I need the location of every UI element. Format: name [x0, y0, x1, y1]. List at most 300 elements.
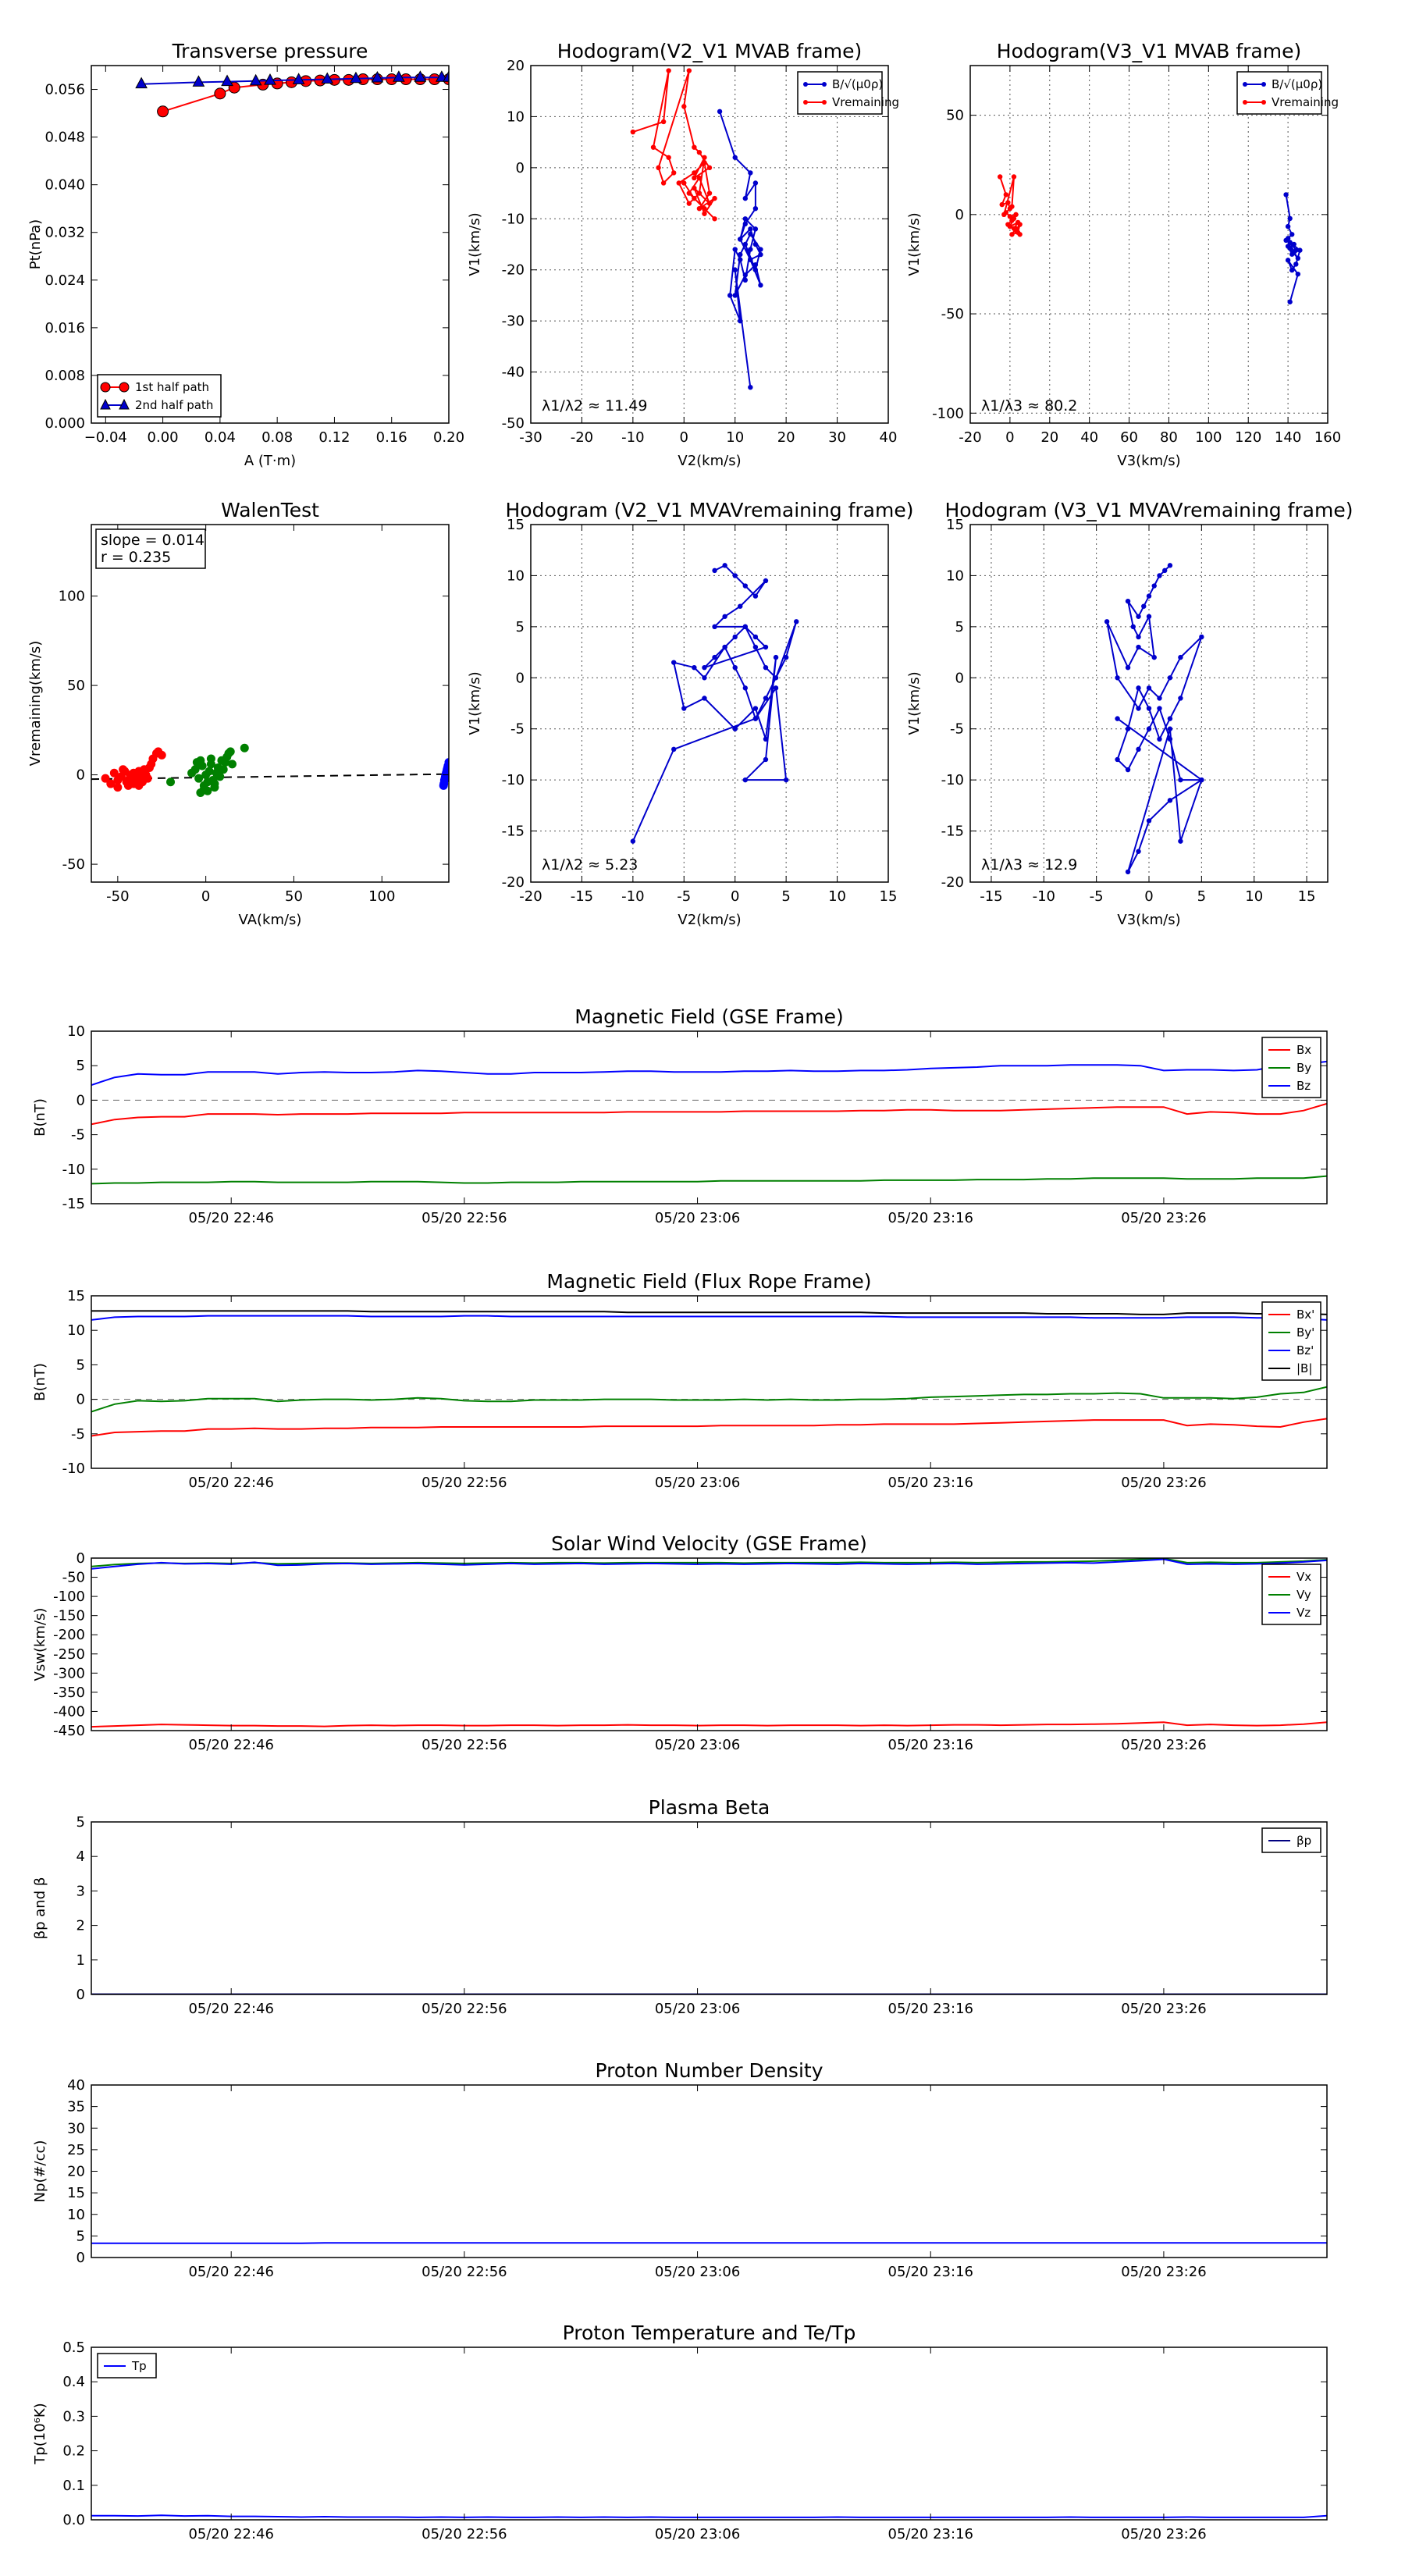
data-point [1157, 696, 1161, 700]
x-tick-label: 0 [730, 888, 740, 905]
x-tick-label: -10 [621, 429, 645, 446]
data-point [1147, 593, 1151, 598]
data-point [681, 706, 686, 710]
data-point [712, 624, 717, 629]
x-tick-label: 10 [828, 888, 847, 905]
data-point [748, 226, 752, 231]
legend-label: By' [1297, 1325, 1315, 1340]
data-point [712, 655, 717, 660]
y-tick-label: 0.056 [44, 81, 85, 98]
data-point [1012, 216, 1016, 221]
data-point [671, 747, 676, 752]
y-tick-label: 0 [76, 1987, 85, 2003]
legend [98, 2354, 156, 2378]
y-tick-label: -20 [941, 874, 964, 891]
y-tick-label: 50 [67, 678, 85, 695]
data-point [763, 665, 768, 670]
y-tick-label: 0.2 [62, 2443, 85, 2460]
data-point [1012, 174, 1016, 179]
x-tick-label: 05/20 22:46 [188, 1737, 274, 1753]
x-tick-label: 05/20 23:16 [887, 2526, 973, 2542]
y-tick-label: -10 [941, 772, 964, 789]
data-point [1009, 204, 1014, 208]
data-point [1115, 716, 1119, 720]
chart-h1 [467, 40, 899, 469]
y-axis-label: V1(km/s) [467, 212, 483, 276]
y-tick-label: 0.5 [62, 2339, 85, 2356]
x-tick-label: 05/20 23:06 [654, 2264, 741, 2280]
data-point [1147, 727, 1151, 731]
y-tick-label: 0 [76, 767, 85, 784]
data-point [1293, 262, 1298, 266]
data-point [753, 180, 758, 185]
y-axis-label: B(nT) [32, 1098, 48, 1137]
data-point [738, 257, 742, 262]
legend-marker [101, 382, 110, 392]
y-tick-label: 5 [76, 2228, 85, 2245]
x-tick-label: 05/20 22:56 [422, 2526, 507, 2542]
legend-marker [1261, 100, 1266, 105]
data-point [733, 635, 738, 639]
x-tick-label: 05/20 23:06 [654, 1210, 741, 1226]
data-point [763, 645, 768, 649]
x-tick-label: 05/20 23:16 [887, 1475, 973, 1491]
y-axis-label: V1(km/s) [906, 212, 923, 276]
data-point [722, 614, 727, 619]
legend-marker [803, 100, 808, 105]
legend-marker [1243, 100, 1247, 105]
data-point [631, 838, 635, 843]
data-point [228, 760, 236, 768]
y-axis-label: B(nT) [32, 1363, 48, 1401]
data-point [794, 619, 799, 624]
data-point [758, 247, 763, 251]
plot-area [91, 1822, 1327, 1994]
legend-label: B/√(μ0ρ) [1272, 77, 1323, 91]
x-tick-label: 05/20 23:26 [1121, 1737, 1207, 1753]
legend-label: B/√(μ0ρ) [832, 77, 884, 91]
data-point [702, 206, 706, 211]
legend-label: Vy [1297, 1588, 1311, 1602]
y-tick-label: 0.3 [62, 2408, 85, 2425]
data-point [712, 196, 717, 201]
x-tick-label: 05/20 23:06 [654, 2526, 741, 2542]
chart-wt [27, 499, 453, 928]
data-point [1009, 232, 1014, 237]
y-tick-label: -10 [62, 1461, 85, 1477]
x-tick-label: 0.16 [375, 429, 407, 446]
chart-ts3 [32, 1532, 1327, 1753]
y-tick-label: 0 [76, 1550, 85, 1567]
data-point [763, 737, 768, 742]
x-tick-label: 5 [781, 888, 791, 905]
legend-marker [1243, 82, 1247, 87]
legend [1262, 1302, 1321, 1380]
data-point [763, 696, 768, 700]
y-tick-label: -15 [62, 1196, 85, 1212]
y-tick-label: -10 [501, 772, 525, 789]
y-tick-label: 1 [76, 1952, 85, 1969]
x-axis-label: VA(km/s) [238, 912, 302, 928]
y-tick-label: 40 [67, 2077, 85, 2094]
x-tick-label: 05/20 22:56 [422, 1475, 507, 1491]
data-point [753, 262, 758, 267]
data-point [687, 68, 692, 73]
y-tick-label: 10 [67, 2206, 85, 2223]
legend-label: βp [1297, 1834, 1312, 1848]
plot-area [91, 66, 449, 423]
data-point [135, 781, 143, 789]
chart-title: Magnetic Field (GSE Frame) [574, 1005, 844, 1028]
data-point [712, 568, 717, 573]
chart-title: Transverse pressure [172, 40, 368, 62]
data-point [738, 603, 742, 608]
x-tick-label: 5 [1197, 888, 1207, 905]
y-tick-label: -40 [501, 364, 525, 381]
x-tick-label: -20 [570, 429, 594, 446]
x-tick-label: 15 [879, 888, 898, 905]
chart-title: Proton Temperature and Te/Tp [562, 2322, 856, 2344]
data-point [774, 675, 778, 680]
data-point [692, 186, 696, 190]
y-tick-label: 0.1 [62, 2477, 85, 2494]
x-tick-label: 05/20 22:56 [422, 2001, 507, 2017]
data-point [1013, 226, 1018, 230]
y-tick-label: 5 [76, 1357, 85, 1374]
data-point [743, 685, 748, 690]
chart-ts6 [32, 2322, 1327, 2542]
data-point [216, 773, 224, 781]
data-point [753, 706, 758, 710]
x-tick-label: -5 [677, 888, 692, 905]
x-tick-label: 0 [1005, 429, 1015, 446]
data-point [722, 563, 727, 568]
data-point [1168, 563, 1172, 568]
legend [1262, 1037, 1321, 1098]
legend [1262, 1828, 1321, 1852]
x-tick-label: 05/20 23:16 [887, 1737, 973, 1753]
legend-label: Bz' [1297, 1343, 1314, 1357]
y-axis-label: Pt(nPa) [27, 219, 44, 270]
legend-label: Tp [132, 2359, 147, 2373]
data-point [656, 165, 660, 170]
x-tick-label: 05/20 23:16 [887, 2264, 973, 2280]
y-tick-label: -50 [62, 856, 85, 873]
data-point [702, 675, 706, 680]
y-tick-label: 0 [515, 159, 525, 176]
data-point [671, 660, 676, 664]
y-tick-label: 0.008 [44, 367, 85, 384]
data-point [707, 165, 712, 170]
data-point [687, 201, 692, 205]
chart-title: Hodogram(V3_V1 MVAB frame) [996, 40, 1302, 62]
data-point [1126, 870, 1130, 874]
y-tick-label: 0.0 [62, 2512, 85, 2528]
y-axis-label: V1(km/s) [467, 671, 483, 735]
data-point [215, 88, 226, 99]
y-tick-label: 0.040 [44, 176, 85, 194]
x-tick-label: 0.12 [318, 429, 350, 446]
data-point [727, 293, 732, 297]
data-point [743, 242, 748, 247]
x-tick-label: 05/20 22:56 [422, 1737, 507, 1753]
y-tick-label: 15 [67, 1288, 85, 1304]
y-tick-label: 5 [515, 618, 525, 635]
data-point [733, 727, 738, 731]
data-point [1296, 256, 1300, 261]
y-tick-label: -5 [510, 720, 525, 738]
legend-label: Vremaining [832, 95, 900, 109]
data-point [753, 242, 758, 247]
y-tick-label: 20 [507, 58, 525, 74]
y-tick-label: -200 [53, 1627, 85, 1644]
x-tick-label: -20 [519, 888, 542, 905]
y-tick-label: 15 [507, 517, 525, 533]
data-point [687, 190, 692, 195]
legend-label: Vx [1297, 1570, 1312, 1584]
x-tick-label: 50 [285, 888, 303, 905]
x-tick-label: 40 [1080, 429, 1099, 446]
annotation-text: λ1/λ3 ≈ 12.9 [981, 856, 1078, 873]
chart-ts1 [32, 1005, 1327, 1226]
data-point [1168, 675, 1172, 680]
x-tick-label: 05/20 23:26 [1121, 2264, 1207, 2280]
data-point [1199, 635, 1204, 639]
data-point [763, 578, 768, 583]
data-point [443, 763, 451, 771]
data-point [631, 130, 635, 134]
chart-h3 [467, 499, 914, 928]
x-tick-label: 0.04 [204, 429, 236, 446]
x-tick-label: 05/20 23:06 [654, 2001, 741, 2017]
data-point [702, 696, 706, 700]
x-tick-label: 40 [879, 429, 898, 446]
x-tick-label: 120 [1235, 429, 1262, 446]
data-point [998, 174, 1002, 179]
data-point [1136, 706, 1140, 710]
y-tick-label: 4 [76, 1848, 85, 1866]
data-point [1136, 645, 1140, 649]
x-tick-label: 100 [1195, 429, 1222, 446]
data-point [1292, 250, 1297, 254]
annotation-box [96, 529, 205, 568]
y-tick-label: 10 [67, 1023, 85, 1040]
x-tick-label: 140 [1274, 429, 1302, 446]
legend-label: Vz [1297, 1606, 1311, 1620]
data-point [661, 119, 666, 124]
y-tick-label: -50 [501, 415, 525, 432]
x-tick-label: -50 [106, 888, 130, 905]
y-tick-label: -400 [53, 1703, 85, 1720]
y-tick-label: 10 [507, 568, 525, 585]
annotation-text: λ1/λ2 ≈ 5.23 [542, 856, 638, 873]
x-tick-label: 20 [1040, 429, 1059, 446]
data-point [743, 777, 748, 782]
data-point [743, 624, 748, 629]
x-tick-label: 0.20 [432, 429, 465, 446]
legend [98, 375, 221, 417]
data-point [666, 68, 670, 73]
data-point [697, 176, 702, 180]
data-point [158, 751, 165, 759]
y-tick-label: -350 [53, 1684, 85, 1701]
data-point [697, 206, 702, 211]
y-axis-label: Vsw(km/s) [32, 1607, 48, 1681]
data-point [681, 180, 686, 185]
data-point [1136, 614, 1140, 619]
y-tick-label: 0 [955, 206, 964, 223]
y-tick-label: 5 [76, 1058, 85, 1075]
data-point [240, 744, 248, 752]
x-tick-label: 100 [368, 888, 396, 905]
y-tick-label: 35 [67, 2098, 85, 2115]
annotation-text: λ1/λ3 ≈ 80.2 [981, 397, 1078, 415]
data-point [1178, 696, 1183, 700]
data-point [758, 252, 763, 257]
y-tick-label: -10 [501, 211, 525, 228]
y-tick-label: 0.016 [44, 319, 85, 336]
data-point [707, 201, 712, 205]
y-tick-label: 0 [76, 1391, 85, 1408]
data-point [1168, 716, 1172, 720]
legend-label: Bx' [1297, 1308, 1315, 1322]
x-tick-label: -5 [1089, 888, 1104, 905]
plot-area [91, 525, 449, 882]
plot-area [91, 1558, 1327, 1731]
data-point [1136, 685, 1140, 690]
y-tick-label: 30 [67, 2120, 85, 2137]
data-point [697, 150, 702, 155]
data-point [1147, 706, 1151, 710]
y-tick-label: 0.4 [62, 2374, 85, 2391]
x-axis-label: V2(km/s) [678, 912, 742, 928]
data-point [1126, 767, 1130, 772]
y-tick-label: 20 [67, 2163, 85, 2180]
data-point [753, 645, 758, 649]
data-point [702, 160, 706, 165]
y-tick-label: 0.024 [44, 272, 85, 289]
chart-title: Hodogram (V2_V1 MVAVremaining frame) [505, 499, 914, 521]
data-point [743, 216, 748, 221]
data-point [1147, 685, 1151, 690]
legend-label: Vremaining [1272, 95, 1339, 109]
data-point [733, 573, 738, 578]
data-point [1178, 838, 1183, 843]
y-tick-label: 100 [58, 588, 85, 605]
x-tick-label: 05/20 22:46 [188, 1475, 274, 1491]
x-tick-label: 05/20 23:06 [654, 1737, 741, 1753]
data-point [1286, 224, 1290, 229]
data-point [784, 777, 788, 782]
x-tick-label: 0 [201, 888, 211, 905]
x-tick-label: 05/20 23:26 [1121, 1210, 1207, 1226]
plot-area [91, 1296, 1327, 1468]
data-point [110, 769, 118, 777]
data-point [671, 170, 676, 175]
plot-area [531, 66, 888, 423]
data-point [753, 716, 758, 720]
data-point [1286, 258, 1290, 262]
data-point [1115, 675, 1119, 680]
y-tick-label: -5 [71, 1126, 85, 1144]
legend [1262, 1564, 1321, 1624]
data-point [114, 784, 122, 792]
data-point [1152, 655, 1157, 660]
y-tick-label: 0 [76, 1092, 85, 1109]
x-tick-label: 15 [1297, 888, 1316, 905]
data-point [661, 180, 666, 185]
data-point [167, 778, 175, 786]
x-tick-label: 05/20 22:56 [422, 1210, 507, 1226]
x-tick-label: -10 [621, 888, 645, 905]
data-point [743, 583, 748, 588]
y-axis-label: V1(km/s) [906, 671, 923, 735]
data-point [722, 645, 727, 649]
data-point [207, 755, 215, 763]
y-tick-label: -20 [501, 874, 525, 891]
y-tick-label: -100 [932, 405, 964, 422]
x-tick-label: -20 [959, 429, 982, 446]
data-point [753, 635, 758, 639]
y-tick-label: 0 [515, 670, 525, 687]
legend-label: 2nd half path [135, 398, 214, 412]
data-point [692, 170, 696, 175]
legend-marker [803, 82, 808, 87]
data-point [763, 757, 768, 762]
data-point [738, 252, 742, 257]
y-tick-label: 0 [76, 2250, 85, 2266]
data-point [1289, 268, 1294, 272]
y-tick-label: -15 [501, 823, 525, 840]
data-point [753, 593, 758, 598]
legend-marker [822, 100, 827, 105]
chart-title: Proton Number Density [595, 2059, 823, 2082]
data-point [702, 212, 706, 216]
x-tick-label: 05/20 23:26 [1121, 2001, 1207, 2017]
data-point [748, 385, 752, 390]
data-point [774, 655, 778, 660]
y-tick-label: -250 [53, 1646, 85, 1663]
data-point [200, 785, 208, 793]
data-point [666, 155, 670, 160]
data-point [743, 278, 748, 283]
data-point [144, 774, 151, 782]
data-point [198, 762, 206, 770]
data-point [738, 237, 742, 241]
data-point [1157, 737, 1161, 742]
y-axis-label: Vremaining(km/s) [27, 640, 44, 767]
data-point [1136, 849, 1140, 854]
y-tick-label: 0.048 [44, 129, 85, 146]
data-point [753, 226, 758, 231]
legend-marker [822, 82, 827, 87]
x-tick-label: 05/20 23:16 [887, 2001, 973, 2017]
data-point [1136, 635, 1140, 639]
data-point [692, 196, 696, 201]
data-point [753, 268, 758, 272]
data-point [204, 778, 212, 786]
x-tick-label: 10 [726, 429, 745, 446]
data-point [733, 293, 738, 297]
data-point [1287, 240, 1292, 244]
x-tick-label: 05/20 22:46 [188, 1210, 274, 1226]
x-tick-label: 20 [777, 429, 795, 446]
data-point [1152, 583, 1157, 588]
data-point [748, 170, 752, 175]
y-tick-label: 15 [946, 517, 964, 533]
y-tick-label: 2 [76, 1917, 85, 1934]
x-tick-label: 0.00 [147, 429, 179, 446]
